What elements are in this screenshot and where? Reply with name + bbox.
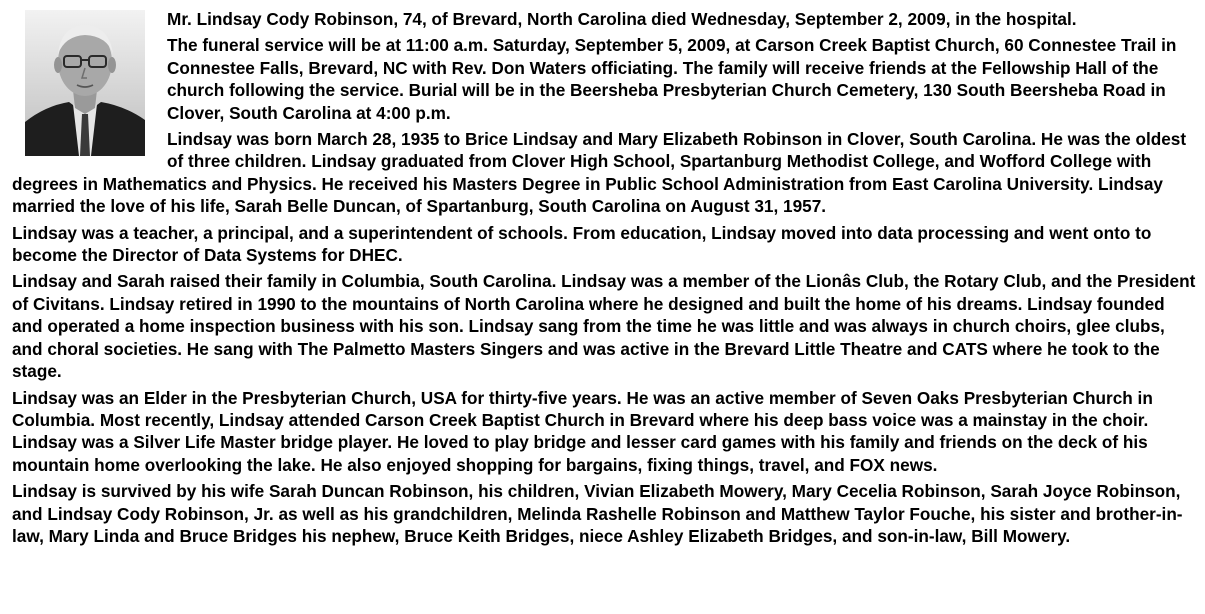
obituary-paragraph: Lindsay was a teacher, a principal, and a superintendent of schools. From education, Lindsay moved into data processing and went onto to become the Director of Data Systems for DHEC. [12,222,1152,266]
obituary-paragraph: Lindsay was born March 28, 1935 to Brice Lindsay and Mary Elizabeth Robinson in Clover, South Carolina. He was the oldest of three children. Lindsay graduated from Clover High School, Spartanburg Methodist College, and Wofford College with degrees in Mathematics and Physics. He received his Masters Degree in Public School Administration from East Carolina University. Lindsay married the love of his life, Sarah Belle Duncan, of Spartanburg, South Carolina on August 31, 1957. [12,129,1187,217]
portrait-photo [25,10,145,156]
obituary-paragraph: Mr. Lindsay Cody Robinson, 74, of Brevard, North Carolina died Wednesday, September 2, 2009, in the hospital. [167,9,1077,29]
obituary-paragraph: Lindsay is survived by his wife Sarah Duncan Robinson, his children, Vivian Elizabeth Mowery, Mary Cecelia Robinson, Sarah Joyce Robinson, and Lindsay Cody Robinson, Jr. as well as his grandchildren, Melinda Rashelle Robinson and Matthew Taylor Fouche, his sister and brother-in-law, Mary Linda and Bruce Bridges his nephew, Bruce Keith Bridges, niece Ashley Elizabeth Bridges, and son-in-law, Bill Mowery. [12,481,1183,546]
obituary-paragraph: Lindsay and Sarah raised their family in Columbia, South Carolina. Lindsay was a member of the Lionâs Club, the Rotary Club, and the President of Civitans. Lindsay retired in 1990 to the mountains of North Carolina where he designed and built the home of his dreams. Lindsay founded and operated a home inspection business with his son. Lindsay sang from the time he was little and was always in church choirs, glee clubs, and choral societies. He sang with The Palmetto Masters Singers and was active in the Brevard Little Theatre and CATS where he took to the stage. [12,271,1196,382]
obituary-paragraph: The funeral service will be at 11:00 a.m. Saturday, September 5, 2009, at Carson Creek Baptist Church, 60 Connestee Trail in Connestee Falls, Brevard, NC with Rev. Don Waters officiating. The family will receive friends at the Fellowship Hall of the church following the service. Burial will be in the Beersheba Presbyterian Church Cemetery, 130 South Beersheba Road in Clover, South Carolina at 4:00 p.m. [167,35,1177,123]
obituary [12,8,1196,551]
obituary-paragraph: Lindsay was an Elder in the Presbyterian Church, USA for thirty-five years. He was an active member of Seven Oaks Presbyterian Church in Columbia. Most recently, Lindsay attended Carson Creek Baptist Church in Brevard where his deep bass voice was a mainstay in the choir. Lindsay was a Silver Life Master bridge player. He loved to play bridge and lesser card games with his family and friends on the deck of his mountain home overlooking the lake. He also enjoyed shopping for bargains, fixing things, travel, and FOX news. [12,387,1153,475]
portrait-image [25,10,145,156]
